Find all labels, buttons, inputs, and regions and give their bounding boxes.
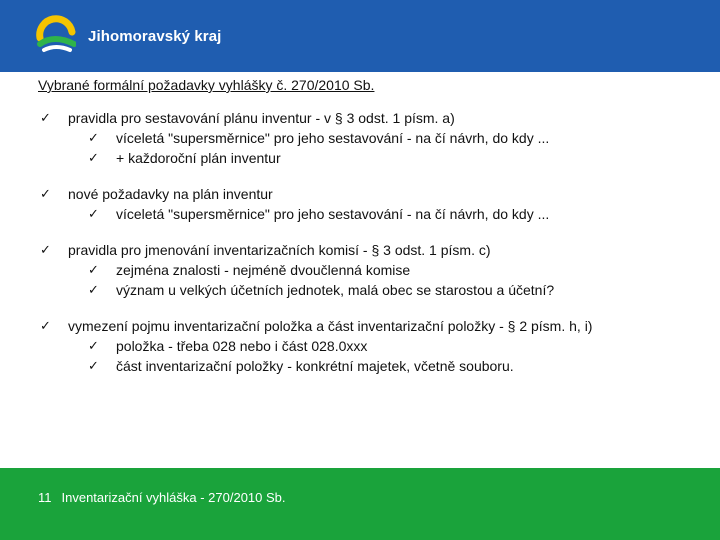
checkmark-icon: ✓ xyxy=(88,282,99,297)
jihomoravsky-kraj-logo-icon xyxy=(36,14,76,54)
bullet-item xyxy=(0,240,720,260)
bullet-text: význam u velkých účetních jednotek, malá obec se starostou a účetní? xyxy=(116,282,555,298)
checkmark-icon: ✓ xyxy=(40,186,51,201)
brand-name: Jihomoravský kraj xyxy=(88,28,222,45)
bullet-text: pravidla pro sestavování plánu inventur - v § 3 odst. 1 písm. a) xyxy=(68,110,455,126)
sub-bullet-item xyxy=(0,204,720,224)
checkmark-icon: ✓ xyxy=(88,262,99,277)
checkmark-icon: ✓ xyxy=(40,318,51,333)
sub-bullet-item xyxy=(0,260,720,280)
footer-text xyxy=(38,490,286,505)
bullet-group xyxy=(0,184,720,224)
bullet-group xyxy=(0,240,720,300)
header-bar xyxy=(0,0,720,72)
sub-bullet-item xyxy=(0,356,720,376)
bullet-group xyxy=(0,316,720,376)
checkmark-icon: ✓ xyxy=(88,150,99,165)
bullet-text: pravidla pro jmenování inventarizačních komisí - § 3 odst. 1 písm. c) xyxy=(68,242,491,258)
checkmark-icon: ✓ xyxy=(40,110,51,125)
footer-bar xyxy=(0,468,720,540)
bullet-group xyxy=(0,108,720,168)
bullet-text: + každoroční plán inventur xyxy=(116,150,281,166)
checkmark-icon: ✓ xyxy=(88,358,99,373)
bullet-text: část inventarizační položky - konkrétní majetek, včetně souboru. xyxy=(116,358,514,374)
sub-bullet-item xyxy=(0,280,720,300)
slide-title: Vybrané formální požadavky vyhlášky č. 270/2010 Sb. xyxy=(38,77,375,93)
bullet-list xyxy=(0,108,720,392)
bullet-text: zejména znalosti - nejméně dvoučlenná komise xyxy=(116,262,411,278)
sub-bullet-item xyxy=(0,148,720,168)
bullet-item xyxy=(0,108,720,128)
page-number: 11 xyxy=(38,490,52,505)
checkmark-icon: ✓ xyxy=(88,130,99,145)
sub-bullet-item xyxy=(0,128,720,148)
sub-bullet-item xyxy=(0,336,720,356)
bullet-text: víceletá "supersměrnice" pro jeho sestavování - na čí návrh, do kdy ... xyxy=(116,206,550,222)
bullet-item xyxy=(0,184,720,204)
bullet-item xyxy=(0,316,720,336)
checkmark-icon: ✓ xyxy=(88,338,99,353)
checkmark-icon: ✓ xyxy=(40,242,51,257)
checkmark-icon: ✓ xyxy=(88,206,99,221)
bullet-text: nové požadavky na plán inventur xyxy=(68,186,273,202)
footer-title: Inventarizační vyhláška - 270/2010 Sb. xyxy=(61,490,286,505)
bullet-text: položka - třeba 028 nebo i část 028.0xxx xyxy=(116,338,368,354)
bullet-text: víceletá "supersměrnice" pro jeho sestavování - na čí návrh, do kdy ... xyxy=(116,130,550,146)
bullet-text: vymezení pojmu inventarizační položka a část inventarizační položky - § 2 písm. h, i) xyxy=(68,318,593,334)
